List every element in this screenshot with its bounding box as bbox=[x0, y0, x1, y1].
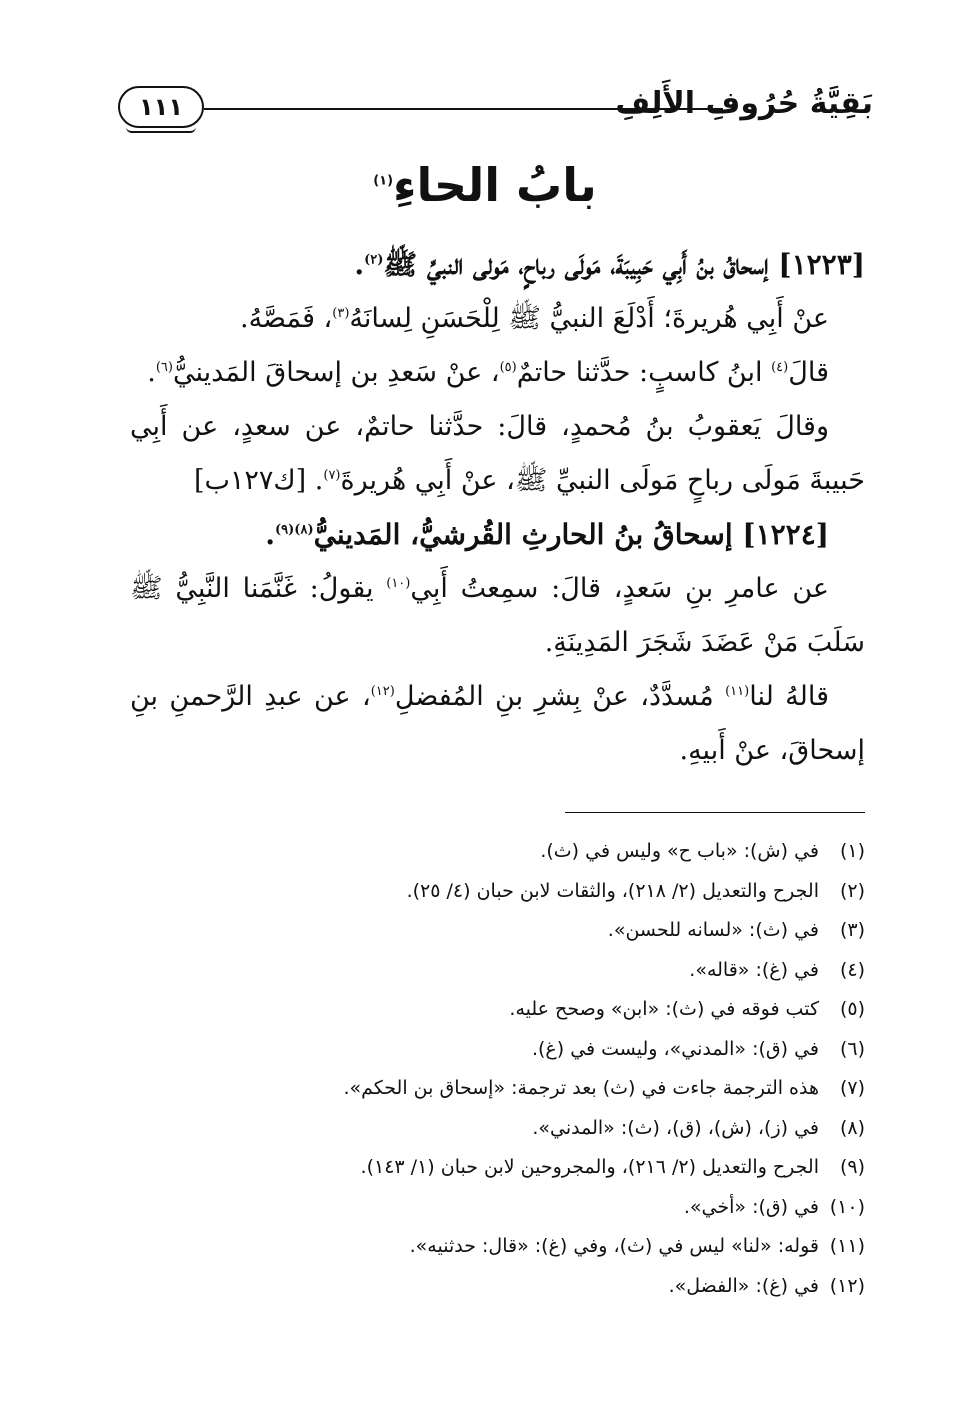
footnote-number: (٣) bbox=[839, 919, 865, 941]
header-rule bbox=[204, 108, 723, 110]
footnote-item bbox=[130, 1227, 865, 1267]
footnote-ref: (١٠) bbox=[386, 576, 411, 591]
chapter-title-note: (١) bbox=[373, 173, 394, 189]
text-span: ، فَمَصَّهُ. bbox=[239, 303, 333, 334]
footnote-number: (٤) bbox=[839, 958, 865, 981]
isnad-text bbox=[130, 346, 865, 400]
text-span: . [ك١٢٧ب] bbox=[193, 465, 324, 496]
isnad-text bbox=[130, 400, 865, 508]
text-span: ، عن عبدِ الرَّحمنِ بنِ إسحاقَ، عنْ أَبيهِ. bbox=[130, 681, 865, 766]
footnote-item bbox=[130, 1148, 865, 1188]
footnote-text: في (ش): «باب ح» وليس في (ث). bbox=[540, 840, 819, 862]
footnote-ref: (٢) bbox=[364, 252, 384, 268]
main-text bbox=[130, 238, 865, 778]
footnote-number: (٧) bbox=[839, 1077, 865, 1099]
page-number: ١١١ bbox=[118, 86, 204, 128]
text-span: يقولُ: غَنَّمَنا النَّبِيُّ ﷺ سَلَبَ مَنْ عَضَدَ شَجَرَ المَدِينَةِ. bbox=[130, 573, 865, 658]
footnote-ref: (١١) bbox=[725, 684, 750, 699]
footnote-number: (١٢) bbox=[829, 1274, 865, 1297]
footnote-text: قوله: «لنا» ليس في (ث)، وفي (غ): «قال: حدثنيه». bbox=[409, 1235, 819, 1257]
footnote-ref: (٥) bbox=[499, 360, 517, 375]
footnote-text: الجرح والتعديل (٢/ ٢١٨)، والثقات لابن حبان (٤/ ٢٥). bbox=[406, 879, 819, 902]
footnote-number: (٩) bbox=[839, 1156, 865, 1178]
footnote-number: (٥) bbox=[839, 998, 865, 1020]
text-span: ، عنْ سَعدِ بن إسحاقَ المَدينيُّ bbox=[172, 357, 500, 388]
footnote-item bbox=[130, 1267, 865, 1307]
footnote-separator bbox=[565, 812, 865, 813]
entry-heading-text: [١٢٢٣] إسحاقُ بنُ أَبِي حَبِيبَةَ، مَولَى رباحٍ، مَولى النبيِّ ﷺ bbox=[383, 248, 865, 281]
footnote-item bbox=[130, 832, 865, 872]
footnote-ref: (٨)(٩) bbox=[275, 522, 314, 538]
hadith-text bbox=[130, 562, 865, 670]
running-title: بَقِيَّةُ حُرُوفِ الأَلِفِ bbox=[615, 86, 873, 121]
footnote-text: في (ث): «لسانه للحسن». bbox=[607, 919, 819, 941]
footnote-item bbox=[130, 1109, 865, 1149]
footnote-text: هذه الترجمة جاءت في (ث) بعد ترجمة: «إسحاق بن الحكم». bbox=[343, 1077, 819, 1099]
text-span: عنْ أَبِي هُريرةَ؛ أَدْلَعَ النبيُّ ﷺ لِلْحَسَنِ لِسانَهُ bbox=[349, 303, 829, 334]
footnote-number: (٨) bbox=[839, 1116, 865, 1139]
footnote-text: كتب فوقه في (ث): «ابن» وصحح عليه. bbox=[509, 998, 819, 1020]
footnote-ref: (٤) bbox=[771, 360, 789, 375]
footnote-text: في (ق): «أخي». bbox=[683, 1195, 819, 1218]
text-span: وقالَ يَعقوبُ بنُ مُحمدٍ، قالَ: حدَّثنا حاتمٌ، عن سعدٍ، عن أَبِي حَبيبةَ مَولَى رباحٍ مَولَى النبيِّ ﷺ، عنْ أَبِي هُريرةَ bbox=[130, 411, 865, 496]
footnote-number: (٦) bbox=[839, 1037, 865, 1060]
footnote-ref: (١٢) bbox=[370, 684, 395, 699]
footnote-text: الجرح والتعديل (٢/ ٢١٦)، والمجروحين لابن حبان (١/ ١٤٣). bbox=[360, 1156, 819, 1178]
footnote-number: (١١) bbox=[829, 1235, 865, 1257]
text-span: قالَ bbox=[788, 357, 829, 388]
text-span: عن عامرِ بنِ سَعدٍ، قالَ: سمِعتُ أَبِي bbox=[410, 573, 829, 604]
footnote-item bbox=[130, 1069, 865, 1109]
text-span: ابنُ كاسبٍ: حدَّثنا حاتمٌ bbox=[516, 357, 772, 388]
entry-heading-1223: [١٢٢٣] إسحاقُ بنُ أَبِي حَبِيبَةَ، مَولَى رباحٍ، مَولى النبيِّ ﷺ$^{(٢)}$. bbox=[354, 248, 865, 281]
text-span: مُسدَّدٌ، عنْ بِشرِ بنِ المُفضلِ bbox=[394, 681, 726, 712]
footnote-item bbox=[130, 911, 865, 951]
footnote-item bbox=[130, 1030, 865, 1070]
text-span: . bbox=[147, 357, 156, 388]
footnote-number: (١) bbox=[839, 840, 865, 862]
chapter-title-text: بابُ الحاءِ bbox=[393, 158, 597, 212]
footnote-item bbox=[130, 1188, 865, 1228]
footnote-ref: (٦) bbox=[155, 360, 173, 375]
footnote-ref: (٧) bbox=[323, 468, 341, 483]
entry-heading-1224: [١٢٢٤] إسحاقُ بنُ الحارثِ القُرشيُّ، المَدينيُّ$^{(٨)(٩)}$. bbox=[265, 518, 829, 551]
isnad-text bbox=[130, 670, 865, 778]
text-span: قالهُ لنا bbox=[749, 681, 829, 712]
running-header bbox=[118, 84, 873, 134]
footnote-ref: (٣) bbox=[332, 306, 350, 321]
footnote-item bbox=[130, 951, 865, 991]
footnote-text: في (ق): «المدني»، وليست في (غ). bbox=[531, 1037, 819, 1060]
entry-heading-text: [١٢٢٤] إسحاقُ بنُ الحارثِ القُرشيُّ، المَدينيُّ bbox=[313, 518, 829, 551]
footnote-item bbox=[130, 990, 865, 1030]
footnote-text: في (غ): «الفضل». bbox=[668, 1274, 819, 1297]
footnotes bbox=[130, 832, 865, 1306]
footnote-text: في (ز)، (ش)، (ق)، (ث): «المدني». bbox=[532, 1116, 819, 1139]
hadith-text bbox=[130, 292, 865, 346]
footnote-item bbox=[130, 872, 865, 912]
chapter-title bbox=[0, 158, 970, 212]
footnote-text: في (غ): «قاله». bbox=[689, 958, 819, 981]
footnote-number: (١٠) bbox=[829, 1195, 865, 1218]
footnote-number: (٢) bbox=[839, 879, 865, 902]
